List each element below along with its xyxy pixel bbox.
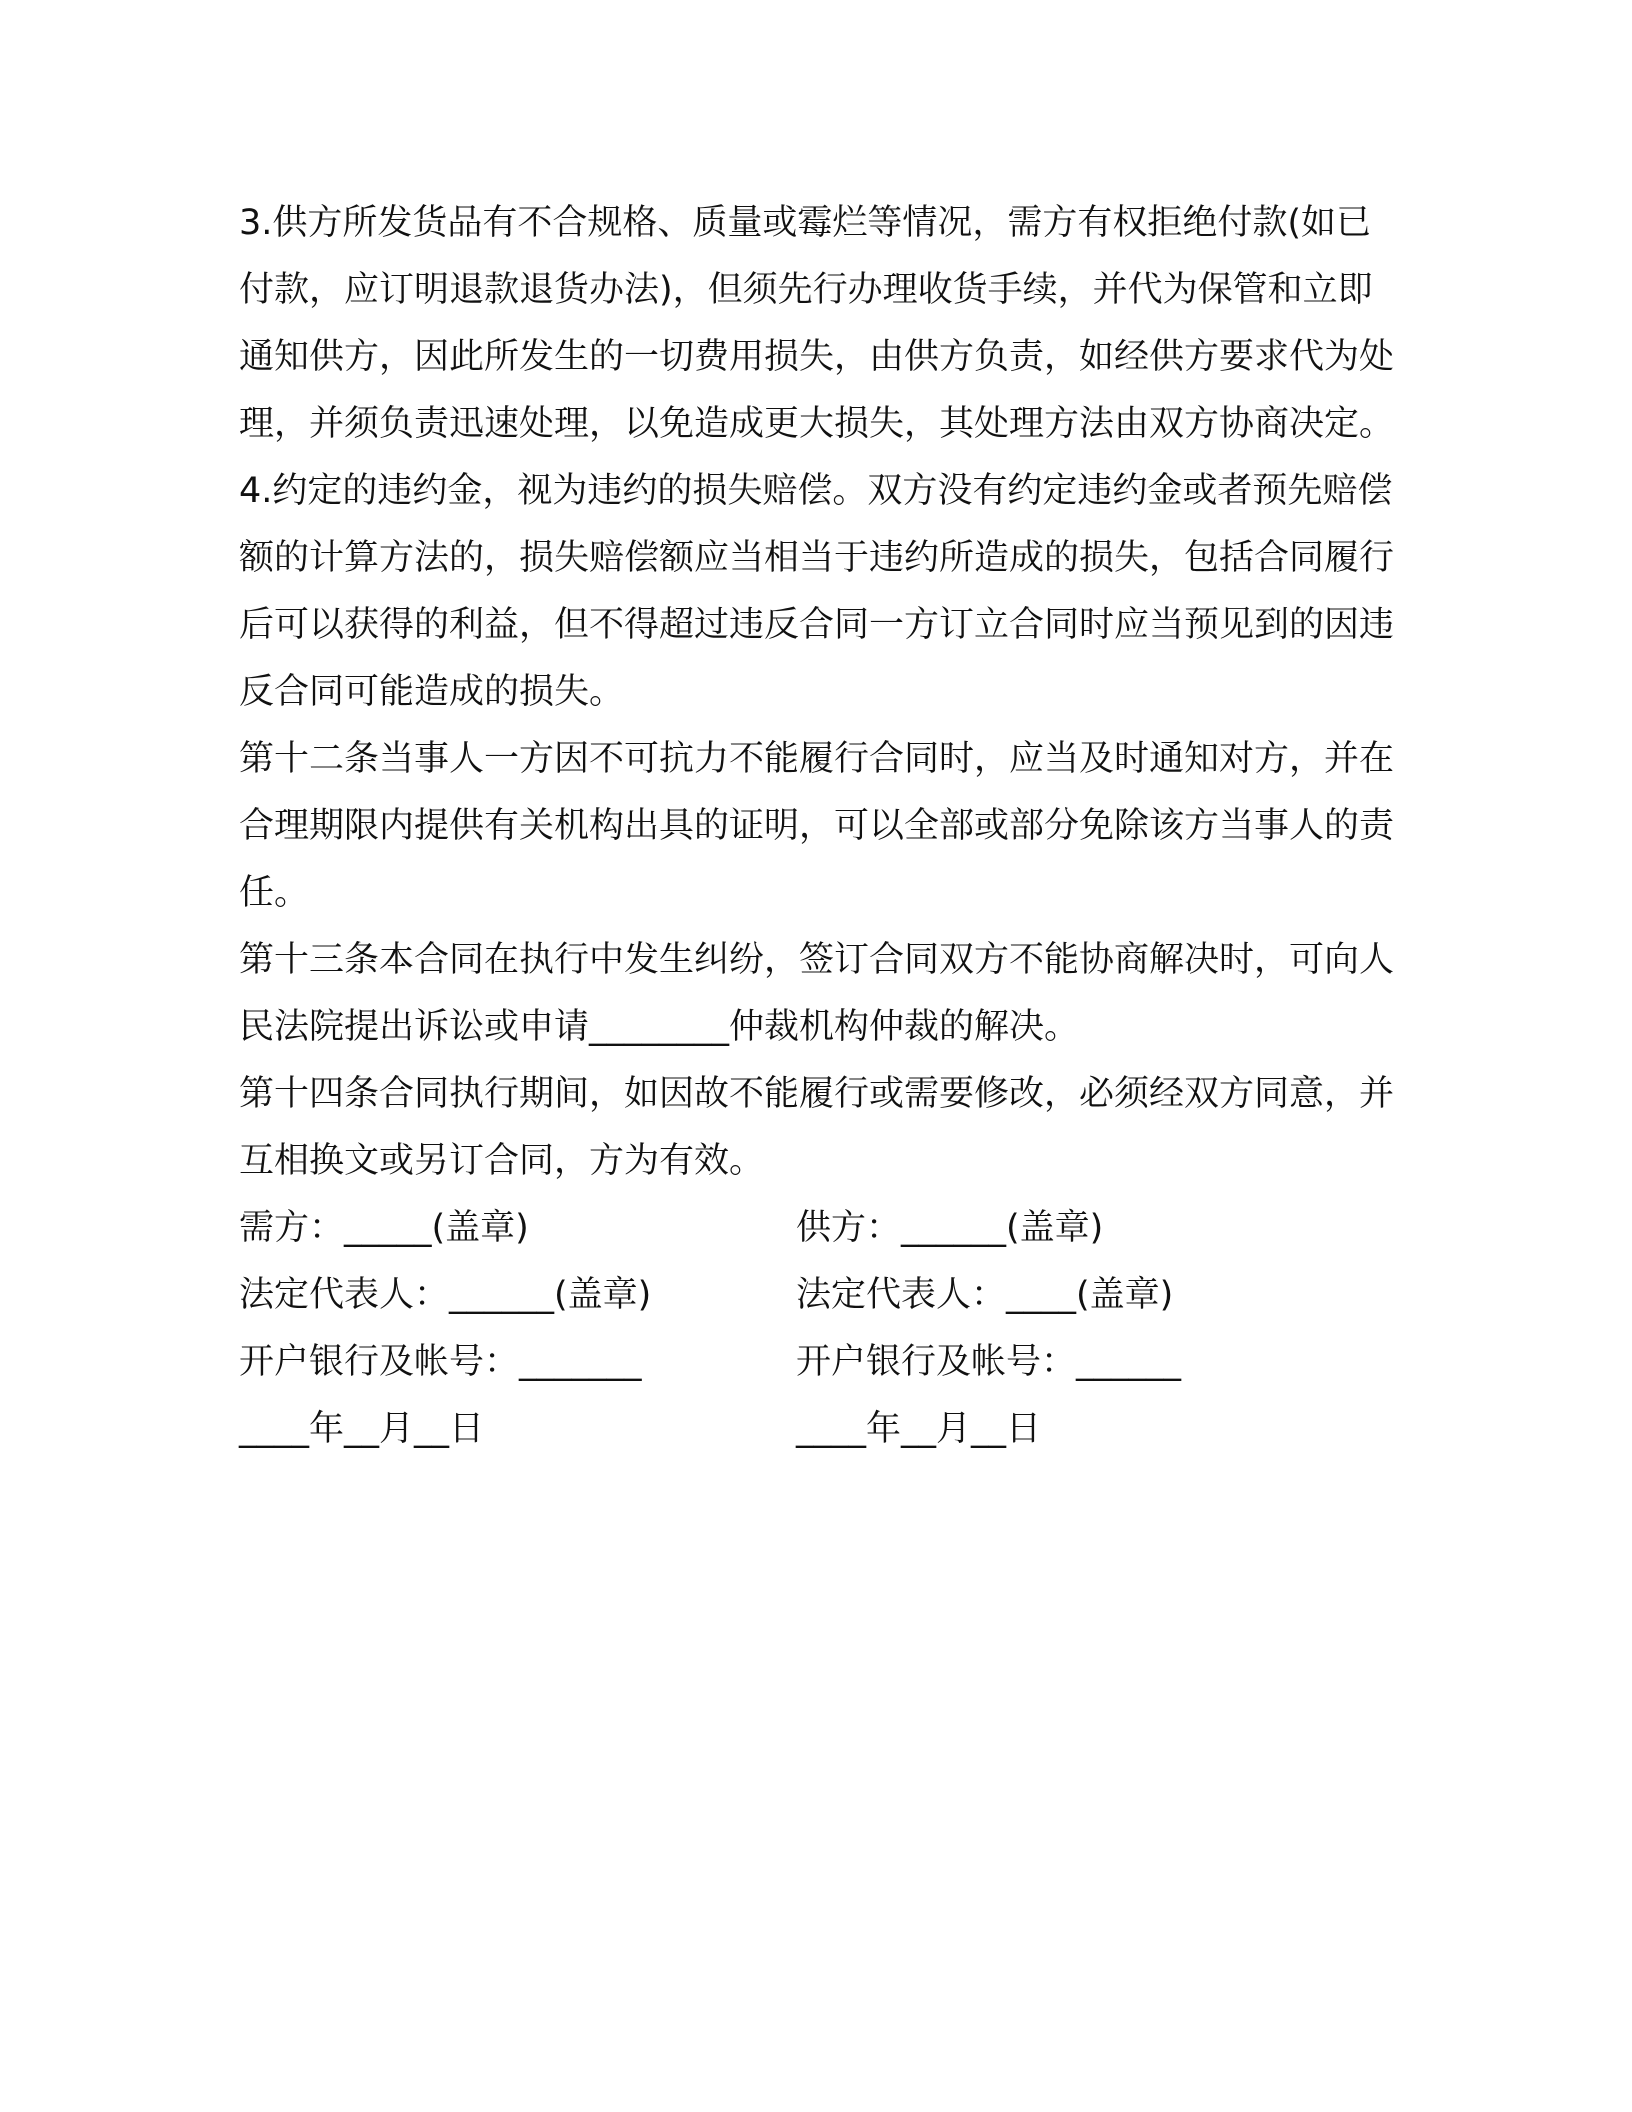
signature-row-party xyxy=(239,1195,1399,1262)
supplier-representative-line: 法定代表人：____(盖章) xyxy=(796,1275,1174,1315)
supplier-bank-line: 开户银行及帐号：______ xyxy=(796,1342,1182,1382)
article-12-paragraph: 第十二条当事人一方因不可抗力不能履行合同时，应当及时通知对方，并在合理期限内提供有关机构出具的证明，可以全部或部分免除该方当事人的责任。 xyxy=(239,739,1395,913)
buyer-party-line: 需方：_____(盖章) xyxy=(239,1208,529,1248)
article-14-paragraph: 第十四条合同执行期间，如因故不能履行或需要修改，必须经双方同意，并互相换文或另订合同，方为有效。 xyxy=(239,1074,1395,1181)
clause-3-paragraph: 3.供方所发货品有不合规格、质量或霉烂等情况，需方有权拒绝付款(如已付款，应订明退款退货办法)，但须先行办理收货手续，并代为保管和立即通知供方，因此所发生的一切费用损失，由供方负责，如经供方要求代为处理，并须负责迅速处理，以免造成更大损失，其处理方法由双方协商决定。 xyxy=(239,203,1395,444)
clause-4-paragraph: 4.约定的违约金，视为违约的损失赔偿。双方没有约定违约金或者预先赔偿额的计算方法的，损失赔偿额应当相当于违约所造成的损失，包括合同履行后可以获得的利益，但不得超过违反合同一方订立合同时应当预见到的因违反合同可能造成的损失。 xyxy=(239,471,1395,712)
buyer-date-line: ____年__月__日 xyxy=(239,1409,485,1449)
buyer-representative-line: 法定代表人：______(盖章) xyxy=(239,1275,652,1315)
signature-row-bank xyxy=(239,1329,1399,1396)
signature-block xyxy=(239,1195,1399,1463)
signature-row-representative xyxy=(239,1262,1399,1329)
supplier-party-line: 供方：______(盖章) xyxy=(796,1208,1104,1248)
buyer-bank-line: 开户银行及帐号：_______ xyxy=(239,1342,642,1382)
supplier-date-line: ____年__月__日 xyxy=(796,1409,1042,1449)
article-13-paragraph: 第十三条本合同在执行中发生纠纷，签订合同双方不能协商解决时，可向人民法院提出诉讼或申请________仲裁机构仲裁的解决。 xyxy=(239,940,1395,1047)
contract-body xyxy=(239,190,1399,1463)
signature-row-date xyxy=(239,1396,1399,1463)
